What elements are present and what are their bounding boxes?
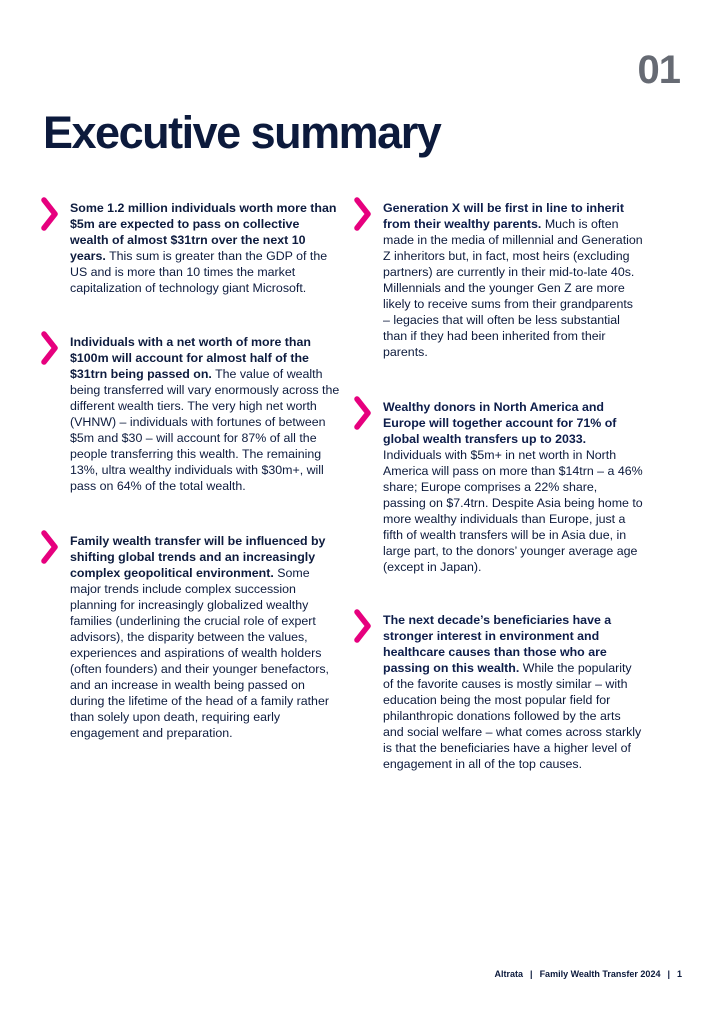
summary-text [70,533,340,741]
footer-separator: | [530,969,533,979]
chevron-right-icon [40,197,60,231]
chevron-right-icon [353,396,373,430]
summary-text [70,200,340,296]
summary-text [383,612,643,772]
summary-item [40,200,340,296]
chevron-right-icon [40,530,60,564]
footer-separator: | [667,969,670,979]
left-column [40,200,340,741]
summary-body: Some major trends include complex succession planning for increasingly globalized wealthy families (underlining the crucial role of expert advisors), the disparity between the values, experiences and aspirations of wealth holders (often founders) and their younger benefactors, and an increase in wealth being passed on during the lifetime of the head of a family rather than solely upon death, requiring early engagement and preparation. [70,566,329,740]
summary-headline: Some 1.2 million individuals worth more than $5m are expected to pass on collective wealth of almost $31trn over the next 10 years. [70,201,337,263]
summary-headline: Family wealth transfer will be influenced by shifting global trends and an increasingly complex geopolitical environment. [70,534,326,580]
summary-body: The value of wealth being transferred will vary enormously across the different wealth tiers. The very high net worth (VHNW) – individuals with fortunes of between $5m and $30 – will account for 87% of all the people transferring this wealth. The remaining 13%, ultra wealthy individuals with $30m+, will pass on 64% of the total wealth. [70,367,340,493]
summary-text [383,200,643,360]
right-column [353,200,643,772]
footer-report-title: Family Wealth Transfer 2024 [539,969,661,979]
summary-item [40,533,340,741]
chevron-right-icon [353,197,373,231]
summary-headline: Generation X will be first in line to inherit from their wealthy parents. [383,201,624,231]
summary-body: While the popularity of the favorite causes is mostly similar – with education being the most popular field for philanthropic donations followed by the arts and social welfare – what comes across starkly is that the beneficiaries have a higher level of engagement in all of the top causes. [383,661,642,771]
summary-body: Much is often made in the media of millennial and Generation Z inheritors but, in fact, most heirs (excluding partners) are currently in their mid-to-late 40s. Millennials and the younger Gen Z are more likely to receive sums from their grandparents – legacies that will often be less substantial than if they had been inherited from their parents. [383,217,643,359]
summary-body: Individuals with $5m+ in net worth in North America will pass on more than $14trn – a 46% share; Europe comprises a 22% share, passing on $7.4trn. Despite Asia being home to more wealthy individuals than Europe, just a fifth of wealth transfers will be in Asia due, in large part, to the donors’ younger average age (except in Japan). [383,448,643,574]
summary-item [353,200,643,360]
summary-headline: The next decade’s beneficiaries have a stronger interest in environment and healthcare causes than those who are passing on this wealth. [383,613,612,675]
summary-item [353,399,643,575]
summary-text [70,334,340,494]
page-title: Executive summary [43,107,441,158]
chevron-right-icon [40,331,60,365]
summary-headline: Individuals with a net worth of more than $100m will account for almost half of the $31trn being passed on. [70,335,311,381]
summary-headline: Wealthy donors in North America and Europe will together account for 71% of global wealth transfers up to 2033. [383,400,617,446]
summary-item [353,612,643,772]
footer-brand: Altrata [494,969,524,979]
page-footer [495,969,682,979]
footer-page-number: 1 [676,969,682,979]
chevron-right-icon [353,609,373,643]
summary-body: This sum is greater than the GDP of the US and is more than 10 times the market capitalization of technology giant Microsoft. [70,249,328,295]
summary-item [40,334,340,494]
page-number: 01 [637,48,680,92]
summary-text [383,399,643,575]
